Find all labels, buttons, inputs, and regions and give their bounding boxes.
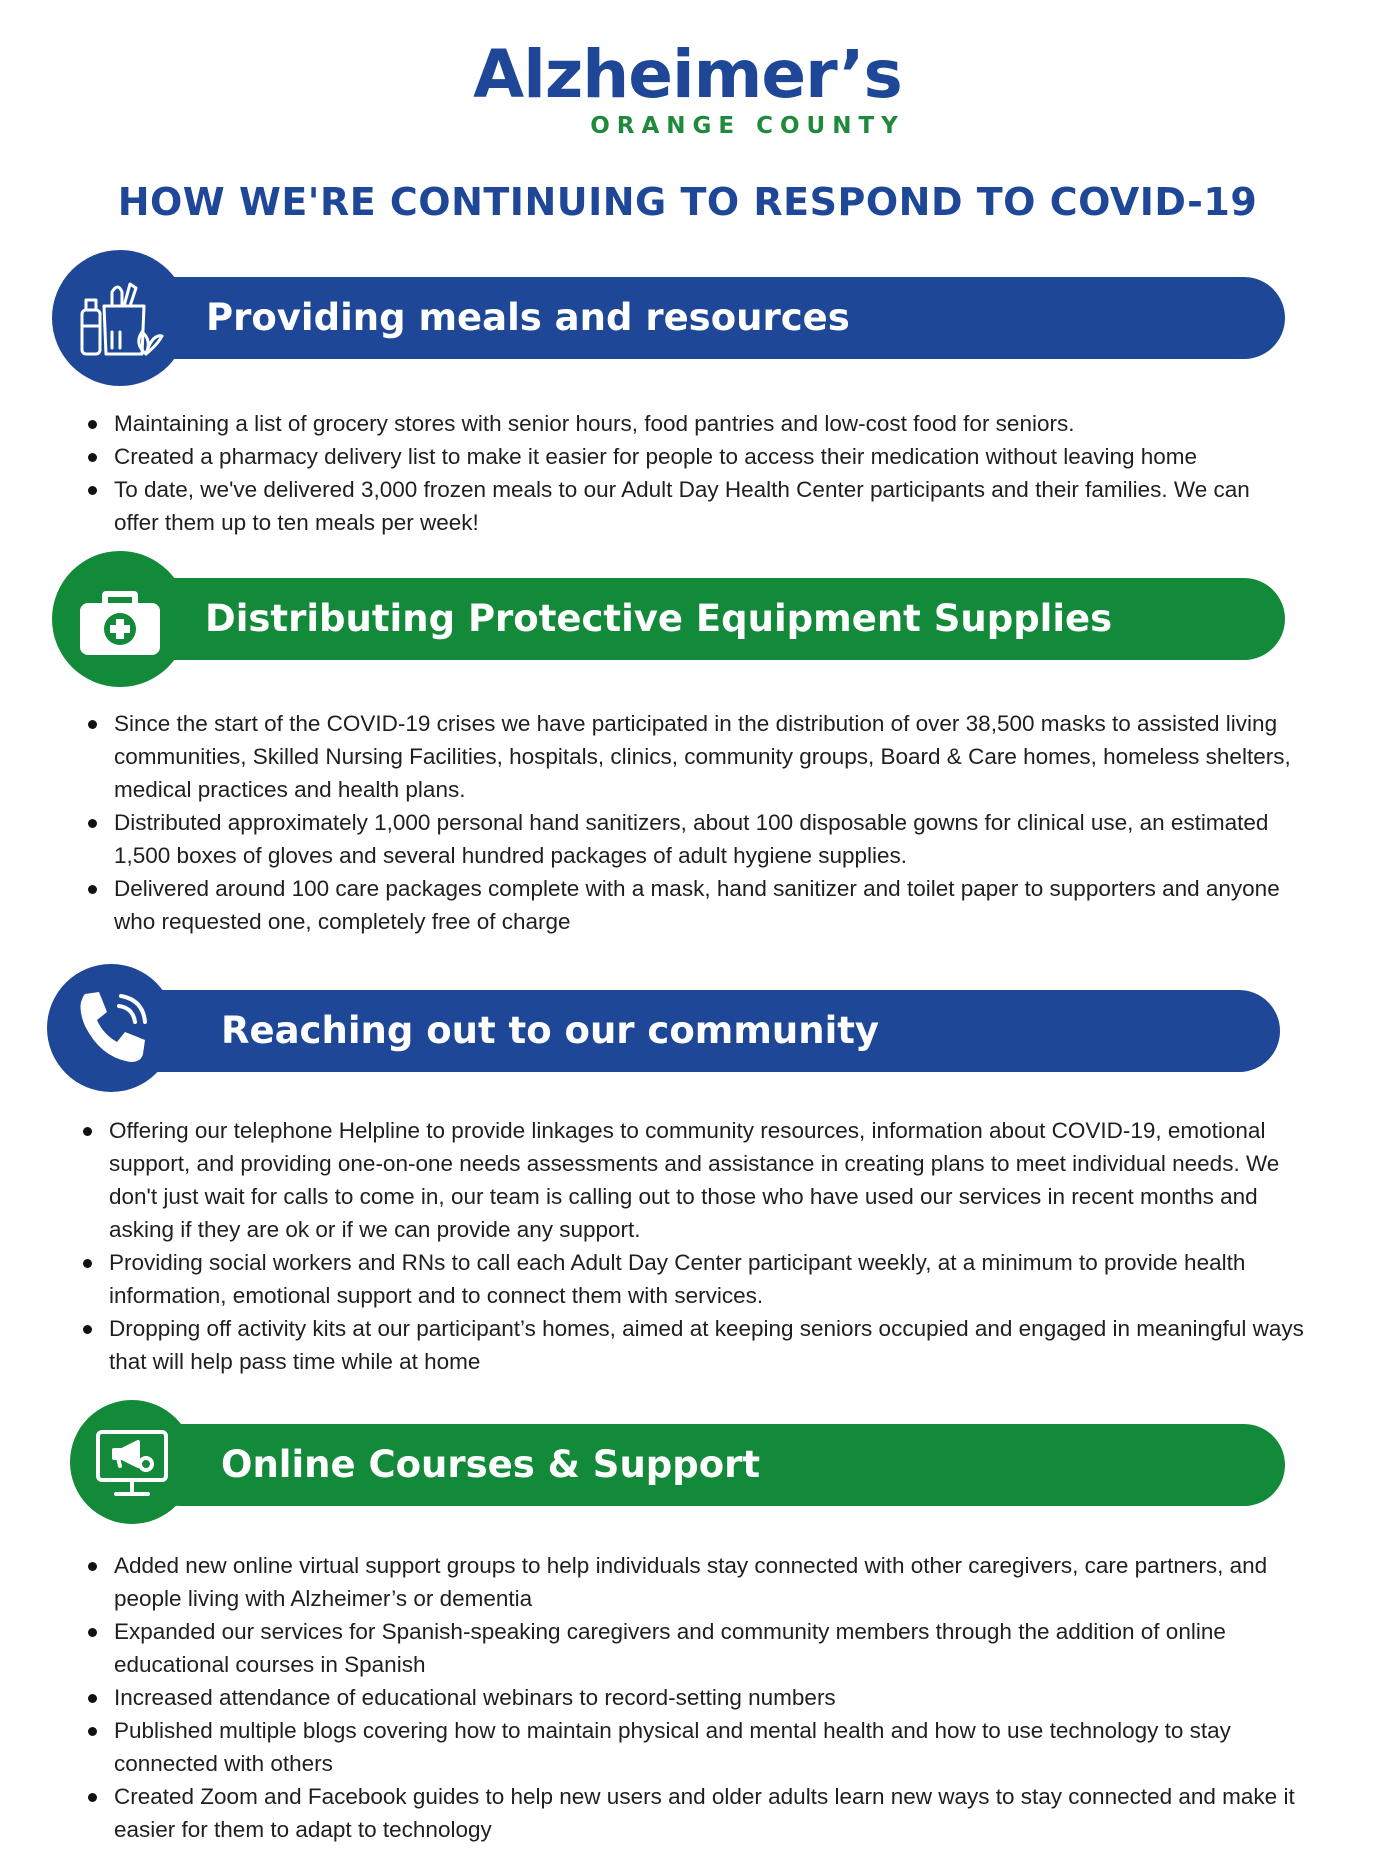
list-item: Delivered around 100 care packages complete with a mask, hand sanitizer and toilet paper to supporters and anyone who requested one, completely free of charge — [114, 872, 1314, 938]
list-item: Maintaining a list of grocery stores with senior hours, food pantries and low-cost food for seniors. — [114, 407, 1294, 440]
page-title: HOW WE'RE CONTINUING TO RESPOND TO COVID-19 — [117, 180, 1258, 224]
list-item: Offering our telephone Helpline to provide linkages to community resources, information about COVID-19, emotional support, and providing one-on-one needs assessments and assistance in creating plans to meet individual needs. We don't just wait for calls to come in, our team is calling out to those who have used our services in recent months and asking if they are ok or if we can provide any support. — [109, 1114, 1314, 1246]
logo-subtitle: ORANGE COUNTY — [590, 113, 905, 139]
section-banner-ppe — [110, 578, 1285, 660]
logo — [0, 38, 1375, 140]
section-banner-meals — [110, 277, 1285, 359]
list-item: Since the start of the COVID-19 crises we have participated in the distribution of over 38,500 masks to assisted living communities, Skilled Nursing Facilities, hospitals, clinics, community groups, Board & Care homes, homeless shelters, medical practices and health plans. — [114, 707, 1314, 806]
section-list-ppe — [82, 707, 1314, 938]
list-item: Added new online virtual support groups to help individuals stay connected with other caregivers, care partners, and people living with Alzheimer’s or dementia — [114, 1549, 1314, 1615]
section-banner-online — [140, 1424, 1285, 1506]
list-item: Dropping off activity kits at our participant’s homes, aimed at keeping seniors occupied and engaged in meaningful ways that will help pass time while at home — [109, 1312, 1314, 1378]
list-item: Created a pharmacy delivery list to make it easier for people to access their medication without leaving home — [114, 440, 1294, 473]
section-banner-community — [110, 990, 1280, 1072]
section-title: Reaching out to our community — [221, 1009, 880, 1052]
first-aid-kit-icon — [52, 551, 188, 687]
phone-icon — [47, 964, 175, 1092]
list-item: Distributed approximately 1,000 personal hand sanitizers, about 100 disposable gowns for clinical use, an estimated 1,500 boxes of gloves and several hundred packages of adult hygiene supplies. — [114, 806, 1314, 872]
list-item: Published multiple blogs covering how to maintain physical and mental health and how to use technology to stay connected with others — [114, 1714, 1314, 1780]
section-list-online — [82, 1549, 1314, 1846]
section-title: Distributing Protective Equipment Supplies — [205, 597, 1113, 640]
list-item: To date, we've delivered 3,000 frozen meals to our Adult Day Health Center participants and their families. We can offer them up to ten meals per week! — [114, 473, 1294, 539]
list-item: Providing social workers and RNs to call each Adult Day Center participant weekly, at a minimum to provide health information, emotional support and to connect them with services. — [109, 1246, 1314, 1312]
list-item: Increased attendance of educational webinars to record-setting numbers — [114, 1681, 1314, 1714]
section-list-community — [77, 1114, 1314, 1378]
monitor-megaphone-icon — [70, 1400, 194, 1524]
list-item: Created Zoom and Facebook guides to help new users and older adults learn new ways to stay connected and make it easier for them to adapt to technology — [114, 1780, 1314, 1846]
grocery-bag-icon — [52, 250, 188, 386]
list-item: Expanded our services for Spanish-speaking caregivers and community members through the addition of online educational courses in Spanish — [114, 1615, 1314, 1681]
logo-wordmark: Alzheimer’s — [473, 36, 902, 113]
section-title: Providing meals and resources — [206, 296, 850, 339]
section-list-meals — [82, 407, 1294, 539]
section-title: Online Courses & Support — [221, 1443, 761, 1486]
